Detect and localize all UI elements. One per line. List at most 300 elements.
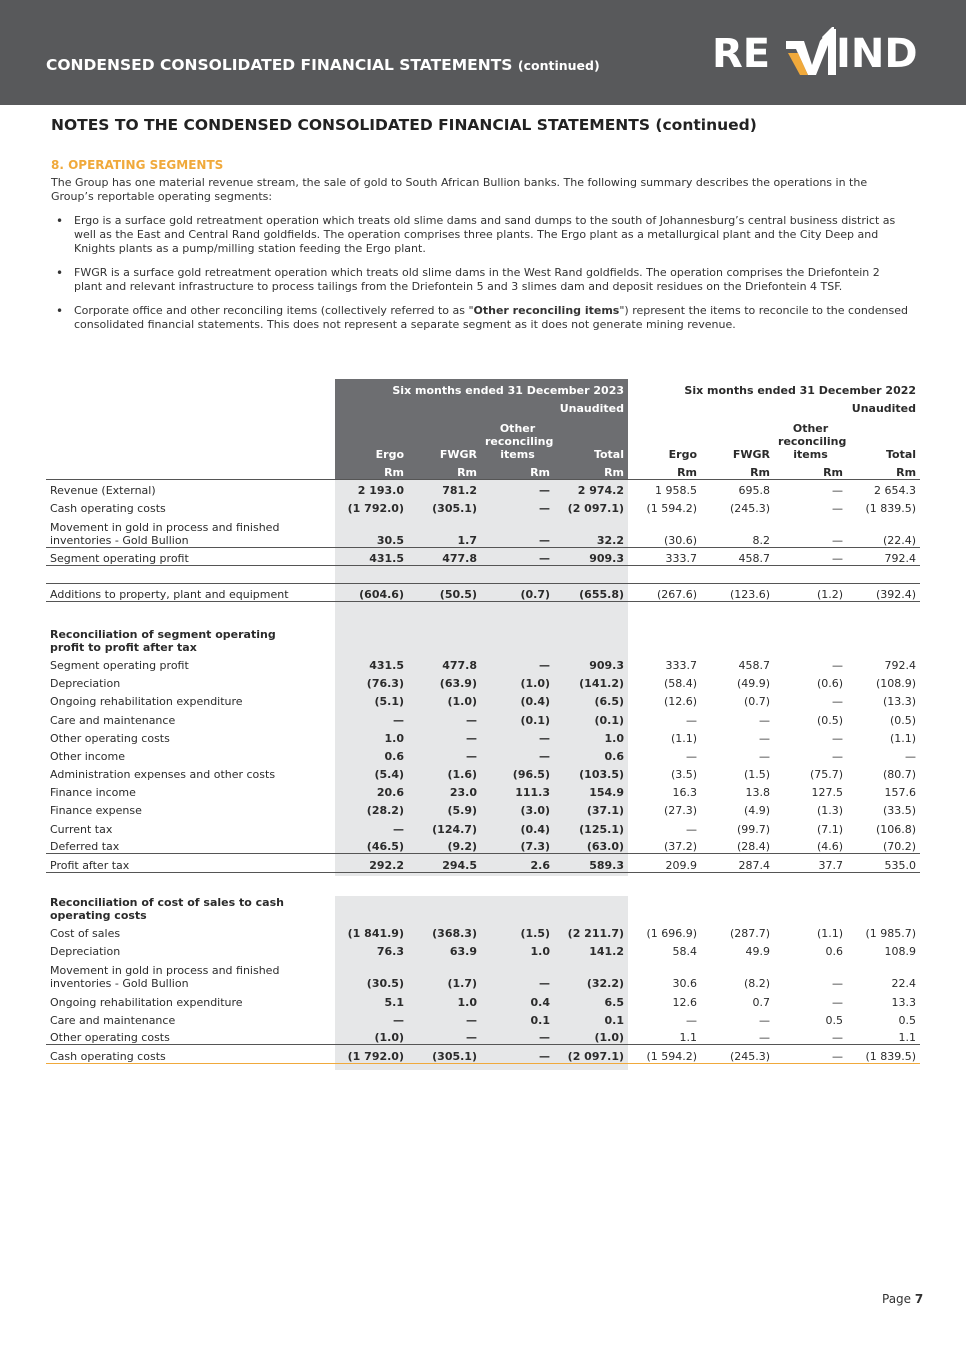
value-cell: (50.5) — [408, 584, 481, 602]
value-cell: (1 696.9) — [646, 927, 698, 941]
value-cell: 458.7 — [738, 658, 771, 672]
value-cell: 2 193.0 — [357, 484, 404, 498]
table-row — [46, 1009, 920, 1027]
table-row — [46, 727, 920, 745]
unit-cell: Rm — [701, 461, 774, 479]
col-total-prior: Total — [885, 448, 917, 461]
row-label: Ongoing rehabilitation expenditure — [50, 695, 243, 709]
value-cell: 23.0 — [449, 786, 477, 800]
value-cell: 909.3 — [554, 547, 628, 565]
value-cell: 781.2 — [442, 484, 477, 498]
value-cell: — — [466, 731, 477, 745]
value-cell: (76.3) — [366, 677, 404, 691]
value-cell: (0.4) — [520, 695, 550, 709]
value-cell: 6.5 — [604, 995, 625, 1009]
value-cell: — — [686, 1013, 698, 1027]
value-cell: — — [832, 695, 844, 709]
unit-cell: Rm — [554, 461, 628, 479]
value-cell: — — [466, 1013, 477, 1027]
value-cell: (4.9) — [743, 804, 771, 818]
table-row — [46, 1045, 920, 1063]
value-cell: — — [774, 1045, 847, 1063]
logo-w-mark-icon — [782, 25, 840, 81]
col-other-prior-line-2: reconciling — [778, 435, 847, 448]
value-cell: 1.0 — [384, 731, 404, 745]
value-cell: — — [686, 822, 698, 836]
value-cell: — — [539, 749, 550, 763]
value-cell: (305.1) — [408, 1045, 481, 1063]
row-label: Other operating costs — [50, 1031, 170, 1045]
value-cell: (604.6) — [331, 584, 408, 602]
value-cell: 1.1 — [679, 1031, 698, 1045]
header-row-columns — [46, 415, 920, 461]
value-cell: (32.2) — [586, 977, 625, 991]
value-cell: — — [759, 749, 771, 763]
row-label: Cost of sales — [50, 927, 121, 941]
value-cell: (37.1) — [586, 804, 625, 818]
value-cell: (1 792.0) — [347, 502, 404, 516]
value-cell: 287.4 — [701, 854, 774, 872]
row-label: Other income — [50, 749, 126, 763]
value-cell: (0.4) — [520, 822, 550, 836]
value-cell — [481, 890, 554, 922]
row-label: Movement in gold in process and finished inventories - Gold Bullion — [50, 520, 280, 547]
value-cell: (63.0) — [586, 840, 625, 854]
value-cell: (7.1) — [816, 822, 844, 836]
value-cell: (5.4) — [374, 768, 404, 782]
value-cell — [331, 622, 408, 654]
value-cell: (1 594.2) — [646, 502, 698, 516]
row-label: Segment operating profit — [50, 658, 189, 672]
value-cell: 0.6 — [384, 749, 404, 763]
value-cell: 477.8 — [442, 658, 477, 672]
table-body — [46, 379, 920, 1063]
value-cell: — — [393, 713, 404, 727]
value-cell: (655.8) — [554, 584, 628, 602]
value-cell: (1.1) — [816, 927, 844, 941]
value-cell: 30.6 — [672, 977, 698, 991]
value-cell: (1 594.2) — [628, 1045, 701, 1063]
value-cell — [408, 622, 481, 654]
value-cell: — — [393, 822, 404, 836]
row-label: Revenue (External) — [50, 484, 156, 498]
row-label: Administration expenses and other costs — [50, 768, 276, 782]
value-cell: (1 839.5) — [847, 1045, 920, 1063]
table-row — [46, 958, 920, 990]
header-row-audit — [46, 397, 920, 415]
value-cell: 1.0 — [457, 995, 477, 1009]
value-cell: — — [832, 658, 844, 672]
value-cell: — — [481, 1045, 554, 1063]
value-cell: — — [832, 533, 844, 547]
value-cell: (9.2) — [447, 840, 477, 854]
table-row — [46, 708, 920, 726]
value-cell: 108.9 — [884, 945, 917, 959]
value-cell — [701, 622, 774, 654]
value-cell: (1.0) — [520, 677, 550, 691]
value-cell: 431.5 — [369, 658, 404, 672]
value-cell: 1.1 — [898, 1031, 917, 1045]
value-cell: 209.9 — [628, 854, 701, 872]
value-cell: — — [832, 1031, 844, 1045]
section-heading-row — [46, 622, 920, 654]
value-cell: 63.9 — [449, 945, 477, 959]
value-cell: (49.9) — [736, 677, 771, 691]
row-label: Profit after tax — [46, 854, 331, 872]
row-label: Ongoing rehabilitation expenditure — [50, 995, 243, 1009]
row-label: Finance income — [50, 786, 136, 800]
value-cell: 127.5 — [811, 786, 844, 800]
bullet-other-text-2: ") represent the items to reconcile to the condensed consolidated financial statements. This does not represent a separate segment as it does not generate mining revenue. — [74, 304, 908, 331]
value-cell: (27.3) — [663, 804, 698, 818]
value-cell: (1.0) — [374, 1031, 404, 1045]
value-cell: 458.7 — [701, 547, 774, 565]
value-cell: (2 097.1) — [567, 502, 625, 516]
table-row — [46, 745, 920, 763]
value-cell: 1 958.5 — [655, 484, 698, 498]
row-label: Care and maintenance — [50, 713, 176, 727]
value-cell: — — [832, 749, 844, 763]
value-cell: — — [481, 547, 554, 565]
value-cell: 792.4 — [884, 658, 917, 672]
row-label: Finance expense — [50, 804, 142, 818]
value-cell: (1.7) — [447, 977, 477, 991]
row-label: Care and maintenance — [50, 1013, 176, 1027]
unit-cell: Rm — [774, 461, 847, 479]
value-cell: — — [759, 1013, 771, 1027]
value-cell: (141.2) — [579, 677, 625, 691]
value-cell: (99.7) — [736, 822, 771, 836]
value-cell: — — [539, 533, 550, 547]
value-cell: 12.6 — [672, 995, 698, 1009]
value-cell: (1 792.0) — [331, 1045, 408, 1063]
value-cell: (6.5) — [594, 695, 625, 709]
value-cell: 0.5 — [898, 1013, 917, 1027]
value-cell: (46.5) — [366, 840, 404, 854]
value-cell: (0.7) — [481, 584, 554, 602]
unit-cell: Rm — [408, 461, 481, 479]
period-current: Six months ended 31 December 2023 — [392, 384, 625, 397]
section-intro: The Group has one material revenue stream, the sale of gold to South African Bullion banks. The following summary describes the operations in the Group’s reportable operating segments: — [51, 176, 868, 203]
table-row — [46, 672, 920, 690]
value-cell: — — [759, 1031, 771, 1045]
value-cell: (1.1) — [889, 731, 917, 745]
spacer-row — [46, 602, 920, 622]
value-cell: (3.0) — [520, 804, 550, 818]
value-cell: (368.3) — [432, 927, 477, 941]
value-cell: 157.6 — [884, 786, 917, 800]
value-cell: (2 097.1) — [554, 1045, 628, 1063]
period-prior: Six months ended 31 December 2022 — [684, 384, 917, 397]
value-cell: 0.6 — [604, 749, 625, 763]
value-cell: 294.5 — [408, 854, 481, 872]
value-cell: 695.8 — [738, 484, 771, 498]
value-cell: (63.9) — [439, 677, 477, 691]
table-row — [46, 654, 920, 672]
table-row — [46, 854, 920, 872]
value-cell: (1.5) — [743, 768, 771, 782]
value-cell: 37.7 — [774, 854, 847, 872]
value-cell: 49.9 — [745, 945, 771, 959]
value-cell: 154.9 — [589, 786, 625, 800]
logo-text-left: RE — [712, 31, 771, 77]
value-cell: (103.5) — [579, 768, 625, 782]
value-cell: (108.9) — [875, 677, 917, 691]
value-cell: (22.4) — [882, 533, 917, 547]
table-row — [46, 584, 920, 602]
value-cell: — — [832, 995, 844, 1009]
value-cell — [628, 622, 701, 654]
value-cell: — — [759, 713, 771, 727]
header-row-period — [46, 379, 920, 397]
value-cell: — — [832, 731, 844, 745]
value-cell: (58.4) — [663, 677, 698, 691]
value-cell: 0.4 — [530, 995, 550, 1009]
value-cell: (1.0) — [594, 1031, 625, 1045]
header-row-units — [46, 461, 920, 479]
value-cell: (30.5) — [366, 977, 404, 991]
value-cell: (8.2) — [743, 977, 771, 991]
value-cell: (80.7) — [882, 768, 917, 782]
value-cell: (33.5) — [882, 804, 917, 818]
value-cell: 13.3 — [891, 995, 917, 1009]
value-cell: (392.4) — [847, 584, 920, 602]
value-cell: (96.5) — [512, 768, 550, 782]
col-ergo: Ergo — [375, 448, 404, 461]
page-header — [0, 0, 966, 105]
value-cell: — — [539, 1031, 550, 1045]
value-cell: (267.6) — [628, 584, 701, 602]
value-cell: (0.5) — [816, 713, 844, 727]
segment-bullet-list — [51, 214, 911, 342]
row-label: Segment operating profit — [46, 547, 331, 565]
value-cell: (7.3) — [520, 840, 550, 854]
table-row — [46, 836, 920, 854]
value-cell: 13.8 — [745, 786, 771, 800]
value-cell: 8.2 — [752, 533, 771, 547]
value-cell: — — [539, 658, 550, 672]
value-cell: — — [466, 749, 477, 763]
value-cell: (0.1) — [520, 713, 550, 727]
value-cell: 0.6 — [825, 945, 844, 959]
table-row — [46, 515, 920, 547]
section-heading-row — [46, 890, 920, 922]
value-cell: 2.6 — [481, 854, 554, 872]
row-label: Reconciliation of segment operating profit to profit after tax — [50, 627, 276, 654]
value-cell: (106.8) — [875, 822, 917, 836]
col-other-prior-line-1: Other — [792, 422, 829, 435]
value-cell: (0.5) — [889, 713, 917, 727]
table-row — [46, 817, 920, 835]
col-other-prior — [774, 415, 847, 461]
value-cell: — — [832, 977, 844, 991]
value-cell: (287.7) — [729, 927, 771, 941]
col-fwgr-prior: FWGR — [732, 448, 771, 461]
table-row — [46, 940, 920, 958]
value-cell: 477.8 — [408, 547, 481, 565]
col-other-line-3: items — [500, 448, 535, 461]
value-cell: 2 974.2 — [577, 484, 625, 498]
value-cell: — — [686, 749, 698, 763]
table-row — [46, 781, 920, 799]
spacer-row — [46, 566, 920, 584]
bullet-other — [51, 304, 911, 332]
value-cell: — — [832, 484, 844, 498]
table-row — [46, 799, 920, 817]
audit-current: Unaudited — [559, 402, 625, 415]
table-row — [46, 547, 920, 565]
value-cell: (28.2) — [366, 804, 404, 818]
unit-cell: Rm — [628, 461, 701, 479]
col-ergo-prior: Ergo — [668, 448, 698, 461]
row-label: Movement in gold in process and finished inventories - Gold Bullion — [50, 964, 280, 991]
value-cell: (13.3) — [882, 695, 917, 709]
value-cell: 589.3 — [554, 854, 628, 872]
value-cell — [481, 622, 554, 654]
row-label: Additions to property, plant and equipment — [46, 584, 331, 602]
table-row — [46, 922, 920, 940]
col-fwgr: FWGR — [439, 448, 477, 461]
value-cell: — — [466, 1031, 477, 1045]
value-cell: — — [539, 731, 550, 745]
header-title-suffix: (continued) — [517, 58, 600, 73]
value-cell — [408, 890, 481, 922]
value-cell: 292.2 — [331, 854, 408, 872]
table-row — [46, 690, 920, 708]
row-label: Depreciation — [50, 945, 121, 959]
value-cell: 792.4 — [847, 547, 920, 565]
value-cell: (245.3) — [729, 502, 771, 516]
value-cell: (1 985.7) — [865, 927, 917, 941]
value-cell: (2 211.7) — [567, 927, 625, 941]
value-cell: — — [686, 713, 698, 727]
value-cell: (0.7) — [743, 695, 771, 709]
table-row — [46, 497, 920, 515]
value-cell: (1 841.9) — [347, 927, 404, 941]
bullet-fwgr: • FWGR is a surface gold retreatment operation which treats old slime dams in the West Rand goldfields. The operation comprises the Driefontein 2 plant and relevant infrastructure to process tailings from the Driefontein 5 and 3 slimes dam and deposit residues on the Driefontein 4 TSF. — [51, 266, 911, 294]
value-cell: 431.5 — [331, 547, 408, 565]
value-cell: 20.6 — [376, 786, 404, 800]
table-row — [46, 1027, 920, 1045]
value-cell: (124.7) — [432, 822, 477, 836]
value-cell: 16.3 — [672, 786, 698, 800]
value-cell: — — [539, 502, 550, 516]
col-other-line-1: Other — [499, 422, 536, 435]
value-cell: 333.7 — [628, 547, 701, 565]
value-cell — [774, 622, 847, 654]
value-cell: 535.0 — [847, 854, 920, 872]
row-label: Reconciliation of cost of sales to cash operating costs — [50, 896, 284, 922]
value-cell: — — [759, 731, 771, 745]
section-title: 8. OPERATING SEGMENTS — [51, 158, 224, 172]
notes-title: NOTES TO THE CONDENSED CONSOLIDATED FINANCIAL STATEMENTS (continued) — [51, 116, 757, 134]
value-cell: (4.6) — [816, 840, 844, 854]
value-cell: 1.0 — [530, 945, 550, 959]
row-label: Cash operating costs — [50, 502, 166, 516]
value-cell: 0.7 — [752, 995, 771, 1009]
value-cell: (1.1) — [670, 731, 698, 745]
value-cell: 32.2 — [596, 533, 625, 547]
value-cell — [701, 890, 774, 922]
bullet-other-bold: Other reconciling items — [473, 304, 620, 317]
value-cell: (12.6) — [663, 695, 698, 709]
value-cell: — — [539, 484, 550, 498]
value-cell: (1.3) — [816, 804, 844, 818]
value-cell — [331, 890, 408, 922]
value-cell: 141.2 — [589, 945, 625, 959]
unit-cell: Rm — [847, 461, 920, 479]
value-cell: — — [539, 977, 550, 991]
row-label: Depreciation — [50, 677, 121, 691]
value-cell: 30.5 — [376, 533, 404, 547]
value-cell: (1.5) — [520, 927, 550, 941]
value-cell — [847, 890, 920, 922]
value-cell: 333.7 — [665, 658, 698, 672]
value-cell: — — [774, 547, 847, 565]
company-logo — [712, 25, 927, 81]
value-cell: (70.2) — [882, 840, 917, 854]
page-number-value: 7 — [914, 1292, 924, 1306]
value-cell: (1.2) — [774, 584, 847, 602]
value-cell: (75.7) — [809, 768, 844, 782]
value-cell: 22.4 — [891, 977, 917, 991]
unit-cell: Rm — [481, 461, 554, 479]
spacer-row — [46, 872, 920, 890]
value-cell: (123.6) — [701, 584, 774, 602]
value-cell: 76.3 — [376, 945, 404, 959]
value-cell: (3.5) — [670, 768, 698, 782]
page-label: Page — [882, 1292, 912, 1306]
bullet-other-text-1: Corporate office and other reconciling items (collectively referred to as " — [74, 304, 474, 317]
operating-segments-table — [46, 379, 920, 1064]
audit-prior: Unaudited — [851, 402, 917, 415]
value-cell — [554, 622, 628, 654]
col-other — [481, 415, 554, 461]
value-cell: 0.5 — [825, 1013, 844, 1027]
value-cell: — — [466, 713, 477, 727]
row-label: Current tax — [50, 822, 113, 836]
value-cell: (1.0) — [447, 695, 477, 709]
value-cell: — — [905, 749, 917, 763]
value-cell: (37.2) — [663, 840, 698, 854]
table-row — [46, 479, 920, 497]
value-cell: (1.6) — [447, 768, 477, 782]
col-total: Total — [593, 448, 625, 461]
value-cell: (5.9) — [447, 804, 477, 818]
table-row — [46, 990, 920, 1008]
col-other-line-2: reconciling — [485, 435, 554, 448]
value-cell: (30.6) — [663, 533, 698, 547]
value-cell: (28.4) — [736, 840, 771, 854]
unit-cell: Rm — [331, 461, 408, 479]
value-cell: (0.1) — [594, 713, 625, 727]
row-label: Cash operating costs — [46, 1045, 331, 1063]
value-cell: (125.1) — [579, 822, 625, 836]
row-label: Deferred tax — [50, 840, 120, 854]
value-cell: 0.1 — [530, 1013, 550, 1027]
bullet-ergo: • Ergo is a surface gold retreatment operation which treats old slime dams and sand dumps to the south of Johannesburg’s central business district as well as the East and Central Rand goldfields. The operation comprises three plants. The Ergo plant as a metallurgical plant and the City Deep and Knights plants as a pump/milling station feeding the Ergo plant. — [51, 214, 911, 256]
value-cell: (5.1) — [374, 695, 404, 709]
value-cell: 909.3 — [589, 658, 625, 672]
value-cell: — — [832, 502, 844, 516]
value-cell — [554, 890, 628, 922]
value-cell — [774, 890, 847, 922]
value-cell — [628, 890, 701, 922]
col-other-prior-line-3: items — [793, 448, 828, 461]
value-cell: 2 654.3 — [874, 484, 917, 498]
value-cell: 1.0 — [604, 731, 625, 745]
value-cell: 58.4 — [672, 945, 698, 959]
